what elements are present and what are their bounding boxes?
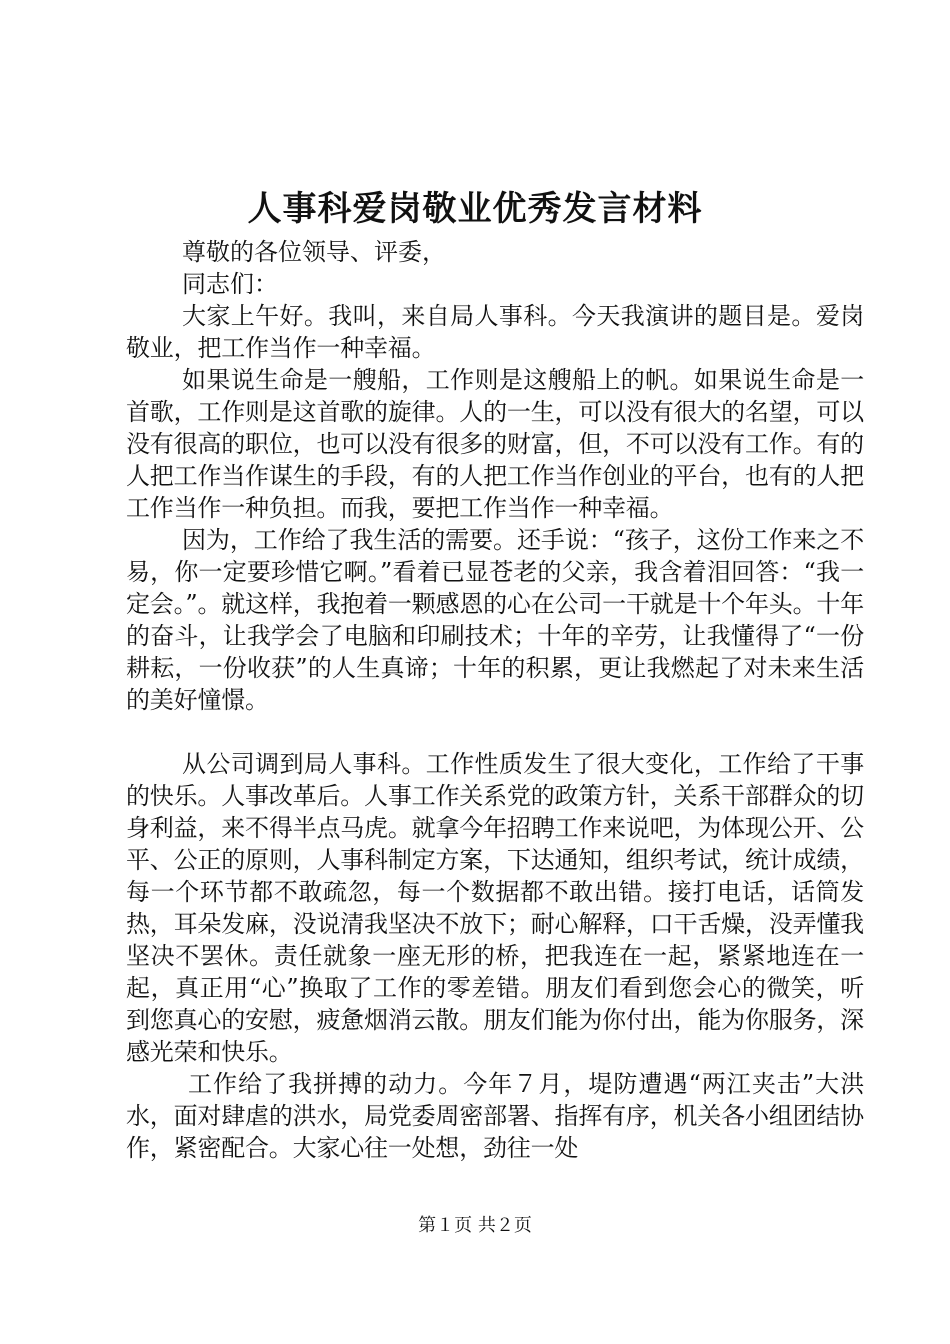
- paragraph-flood-struggle: 工作给了我拼搏的动力。今年７月，堤防遭遇“两江夹击”大洪水，面对肆虐的洪水，局党委周密部署、指挥有序，机关各小组团结协作，紧密配合。大家心往一处想，劲往一处: [126, 1070, 864, 1162]
- document-body: [126, 236, 864, 1164]
- salutation-line-1: 尊敬的各位领导、评委，: [182, 238, 446, 266]
- salutation-line-2: 同志们：: [182, 270, 278, 298]
- page-number-footer: 第１页 共２页: [418, 1215, 532, 1236]
- paragraph-hr-transfer: 从公司调到局人事科。工作性质发生了很大变化，工作给了干事的快乐。人事改革后。人事工作关系党的政策方针，关系干部群众的切身利益，来不得半点马虎。就拿今年招聘工作来说吧，为体现公开、公平、公正的原则，人事科制定方案，下达通知，组织考试，统计成绩，每一个环节都不敢疏忽，每一个数据都不敢出错。接打电话，话筒发热，耳朵发麻，没说清我坚决不放下；耐心解释，口干舌燥，没弄懂我坚决不罢休。责任就象一座无形的桥，把我连在一起，紧紧地连在一起，真正用“心”换取了工作的零差错。朋友们看到您会心的微笑，听到您真心的安慰，疲惫烟消云散。朋友们能为你付出，能为你服务，深感光荣和快乐。: [126, 750, 864, 1066]
- paragraph-life-and-work: 如果说生命是一艘船，工作则是这艘船上的帆。如果说生命是一首歌，工作则是这首歌的旋律。人的一生，可以没有很大的名望，可以没有很高的职位，也可以没有很多的财富，但，不可以没有工作。有的人把工作当作谋生的手段，有的人把工作当作创业的平台，也有的人把工作当作一种负担。而我，要把工作当作一种幸福。: [126, 366, 864, 522]
- paragraph-greeting: 大家上午好。我叫，来自局人事科。今天我演讲的题目是。爱岗敬业，把工作当作一种幸福。: [126, 302, 864, 362]
- document-title: 人事科爱岗敬业优秀发言材料: [247, 189, 703, 229]
- paragraph-work-needs: 因为，工作给了我生活的需要。还手说：“孩子，这份工作来之不易，你一定要珍惜它啊。”看着已显苍老的父亲，我含着泪回答：“我一定会。”。就这样，我抱着一颗感恩的心在公司一干就是十个年头。十年的奋斗，让我学会了电脑和印刷技术；十年的辛劳，让我懂得了“一份耕耘，一份收获”的人生真谛；十年的积累，更让我燃起了对未来生活的美好憧憬。: [126, 526, 864, 714]
